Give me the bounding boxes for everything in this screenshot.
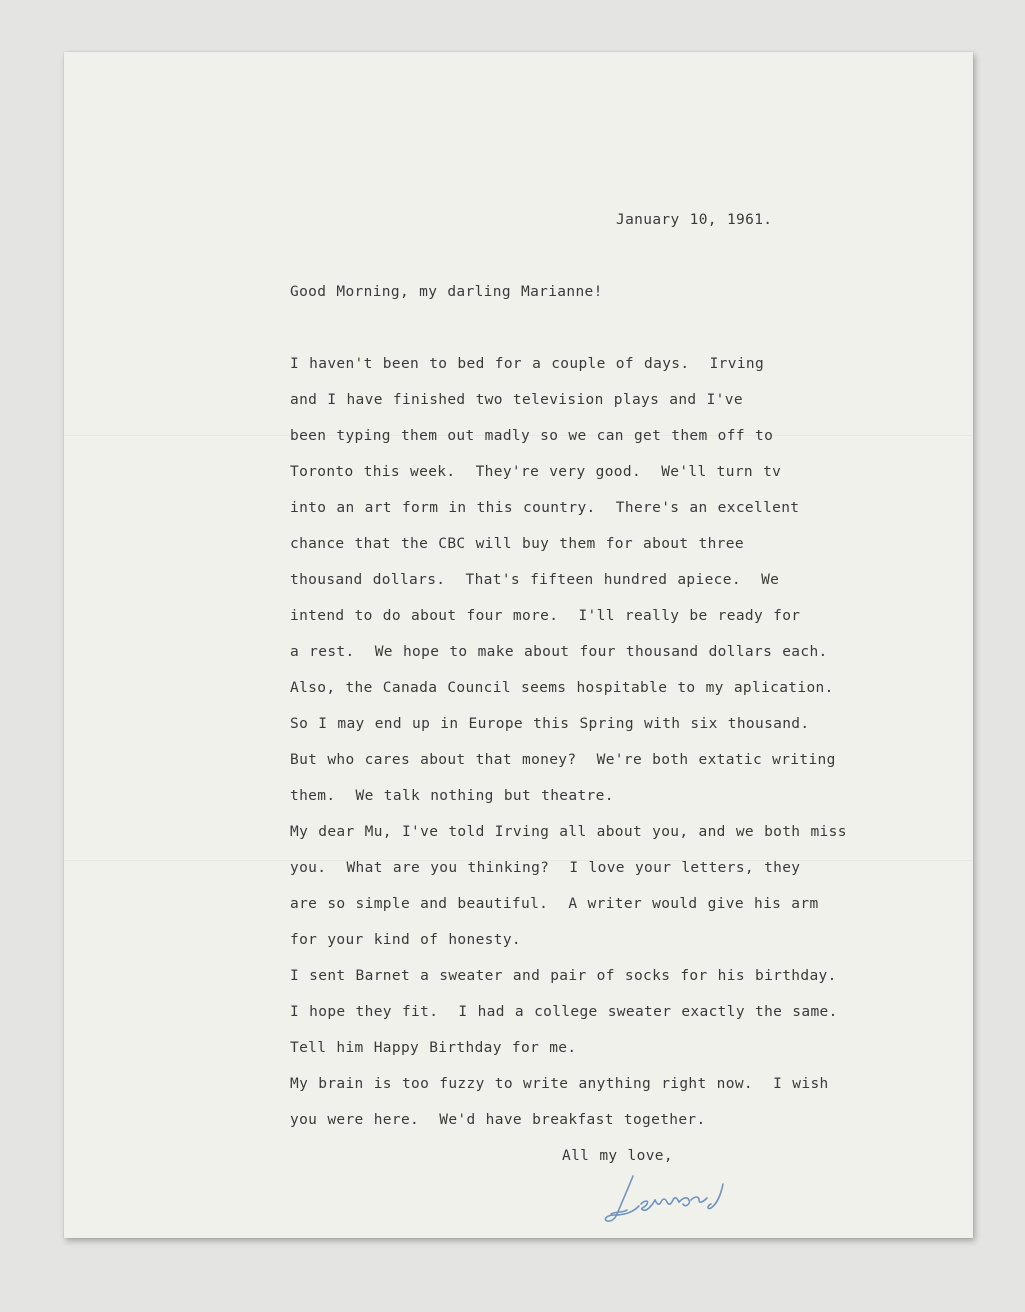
letter-body-line: I haven't been to bed for a couple of days. Irving <box>290 356 765 372</box>
letter-body-line: chance that the CBC will buy them for about three <box>290 536 744 552</box>
letter-body-line: you were here. We'd have breakfast together. <box>290 1112 706 1128</box>
letter-sheet <box>64 52 973 1238</box>
letter-body-line: So I may end up in Europe this Spring with six thousand. <box>290 716 810 732</box>
letter-body-line: you. What are you thinking? I love your letters, they <box>290 860 801 876</box>
letter-body-line: are so simple and beautiful. A writer would give his arm <box>290 896 819 912</box>
letter-date: January 10, 1961. <box>616 212 773 228</box>
letter-body-line: I sent Barnet a sweater and pair of socks for his birthday. <box>290 968 837 984</box>
letter-body-line: intend to do about four more. I'll really be ready for <box>290 608 801 624</box>
letter-body-line: I hope they fit. I had a college sweater exactly the same. <box>290 1004 838 1020</box>
letter-closing: All my love, <box>562 1148 673 1164</box>
letter-body-line: Tell him Happy Birthday for me. <box>290 1040 577 1056</box>
letter-body-line: thousand dollars. That's fifteen hundred apiece. We <box>290 572 780 588</box>
letter-body-line: My brain is too fuzzy to write anything right now. I wish <box>290 1076 829 1092</box>
handwritten-signature <box>599 1170 759 1228</box>
letter-body-line: Also, the Canada Council seems hospitable to my aplication. <box>290 680 834 696</box>
letter-salutation: Good Morning, my darling Marianne! <box>290 284 603 300</box>
letter-body-line: been typing them out madly so we can get them off to <box>290 428 774 444</box>
letter-body-line: Toronto this week. They're very good. We'll turn tv <box>290 464 782 480</box>
letter-body-line: into an art form in this country. There's an excellent <box>290 500 800 516</box>
letter-body-line: My dear Mu, I've told Irving all about you, and we both miss <box>290 824 847 840</box>
letter-body-line: and I have finished two television plays and I've <box>290 392 743 408</box>
letter-body-line: them. We talk nothing but theatre. <box>290 788 614 804</box>
letter-text <box>290 202 847 1174</box>
letter-body-line: But who cares about that money? We're both extatic writing <box>290 752 836 768</box>
letter-body-line: for your kind of honesty. <box>290 932 521 948</box>
letter-body-line: a rest. We hope to make about four thousand dollars each. <box>290 644 828 660</box>
